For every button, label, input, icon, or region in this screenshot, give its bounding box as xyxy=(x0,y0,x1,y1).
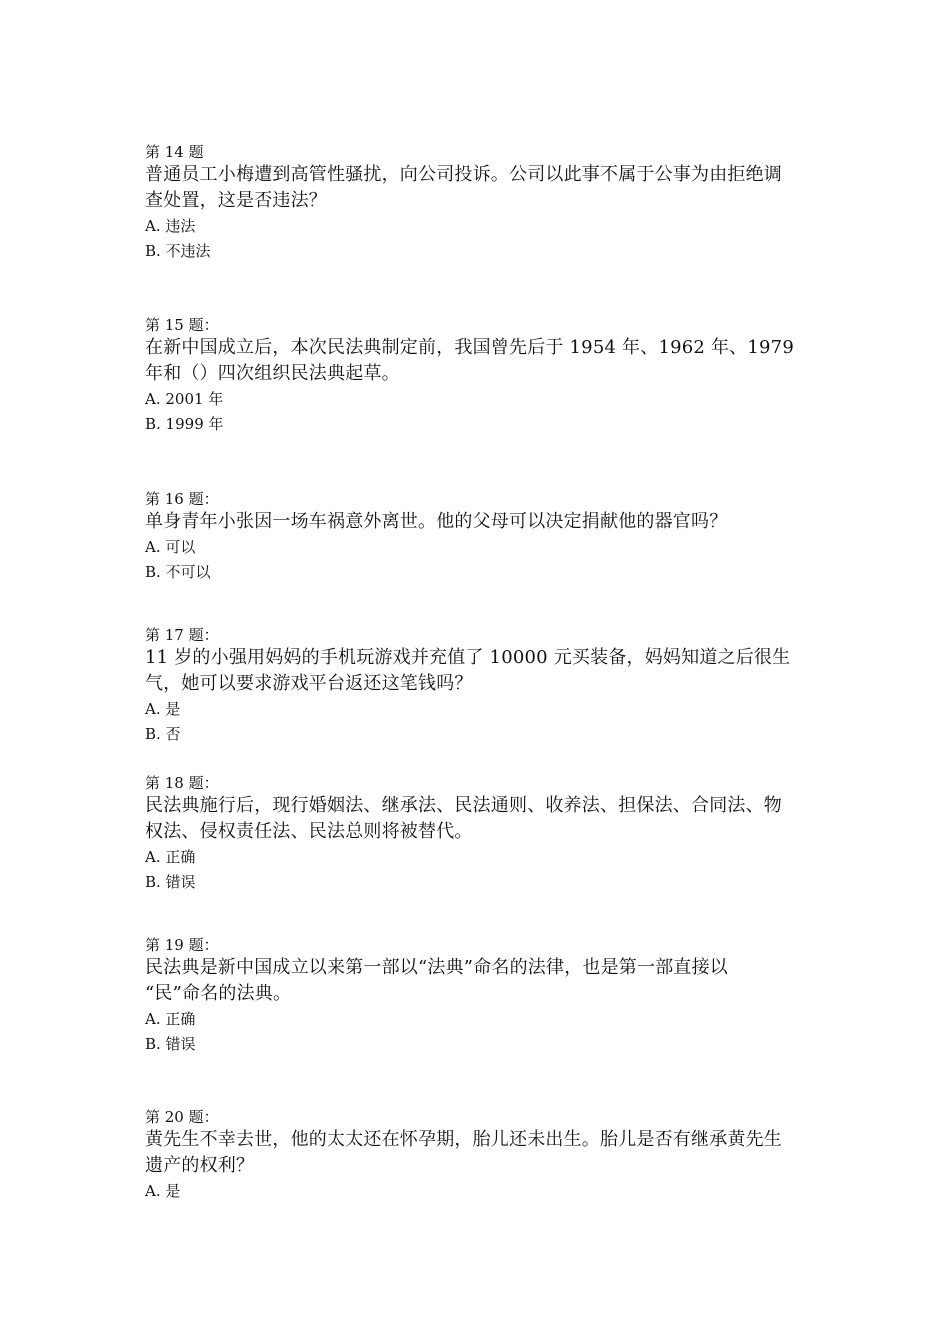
option-b[interactable]: B. 否 xyxy=(145,725,181,743)
question-number: 第 14 题 xyxy=(145,143,204,161)
question-14 xyxy=(145,142,825,264)
question-number: 第 17 题： xyxy=(145,626,219,644)
question-text xyxy=(145,793,825,845)
question-text-line: “民”命名的法典。 xyxy=(145,983,292,1004)
question-text-line: 普通员工小梅遭到高管性骚扰，向公司投诉。公司以此事不属于公事为由拒绝调 xyxy=(145,164,782,185)
question-text-line: 民法典施行后，现行婚姻法、继承法、民法通则、收养法、担保法、合同法、物 xyxy=(145,795,782,816)
question-number: 第 18 题： xyxy=(145,774,219,792)
question-text-line: 年和（）四次组织民法典起草。 xyxy=(145,363,400,384)
question-17 xyxy=(145,625,825,747)
question-number: 第 15 题： xyxy=(145,316,219,334)
question-number: 第 19 题： xyxy=(145,936,219,954)
question-number: 第 20 题： xyxy=(145,1108,219,1126)
question-text xyxy=(145,335,825,387)
question-text-line: 权法、侵权责任法、民法总则将被替代。 xyxy=(145,821,473,842)
question-text-line: 遗产的权利？ xyxy=(145,1155,255,1176)
question-20 xyxy=(145,1107,825,1204)
option-a[interactable]: A. 正确 xyxy=(145,848,196,866)
question-text xyxy=(145,955,825,1007)
option-b[interactable]: B. 不可以 xyxy=(145,563,211,581)
option-a[interactable]: A. 是 xyxy=(145,1182,181,1200)
question-18 xyxy=(145,773,825,895)
question-text xyxy=(145,509,825,535)
question-text-line: 在新中国成立后，本次民法典制定前，我国曾先后于 1954 年、1962 年、1979 xyxy=(145,337,794,358)
question-text-line: 民法典是新中国成立以来第一部以“法典”命名的法律，也是第一部直接以 xyxy=(145,957,729,978)
question-text-line: 查处置，这是否违法？ xyxy=(145,190,327,211)
option-b[interactable]: B. 错误 xyxy=(145,1035,196,1053)
question-text xyxy=(145,645,825,697)
option-b[interactable]: B. 错误 xyxy=(145,873,196,891)
question-text-line: 气，她可以要求游戏平台返还这笔钱吗？ xyxy=(145,673,473,694)
question-text xyxy=(145,162,825,214)
question-16 xyxy=(145,489,825,585)
question-text-line: 单身青年小张因一场车祸意外离世。他的父母可以决定捐献他的器官吗？ xyxy=(145,511,728,532)
question-text xyxy=(145,1127,825,1179)
option-b[interactable]: B. 1999 年 xyxy=(145,415,224,433)
question-number: 第 16 题： xyxy=(145,490,219,508)
question-text-line: 11 岁的小强用妈妈的手机玩游戏并充值了 10000 元买装备，妈妈知道之后很生 xyxy=(145,647,791,668)
question-text-line: 黄先生不幸去世，他的太太还在怀孕期，胎儿还未出生。胎儿是否有继承黄先生 xyxy=(145,1129,782,1150)
question-19 xyxy=(145,935,825,1057)
option-a[interactable]: A. 正确 xyxy=(145,1010,196,1028)
option-a[interactable]: A. 2001 年 xyxy=(145,390,224,408)
option-a[interactable]: A. 可以 xyxy=(145,538,196,556)
option-b[interactable]: B. 不违法 xyxy=(145,242,211,260)
option-a[interactable]: A. 违法 xyxy=(145,217,196,235)
option-a[interactable]: A. 是 xyxy=(145,700,181,718)
question-15 xyxy=(145,315,825,437)
